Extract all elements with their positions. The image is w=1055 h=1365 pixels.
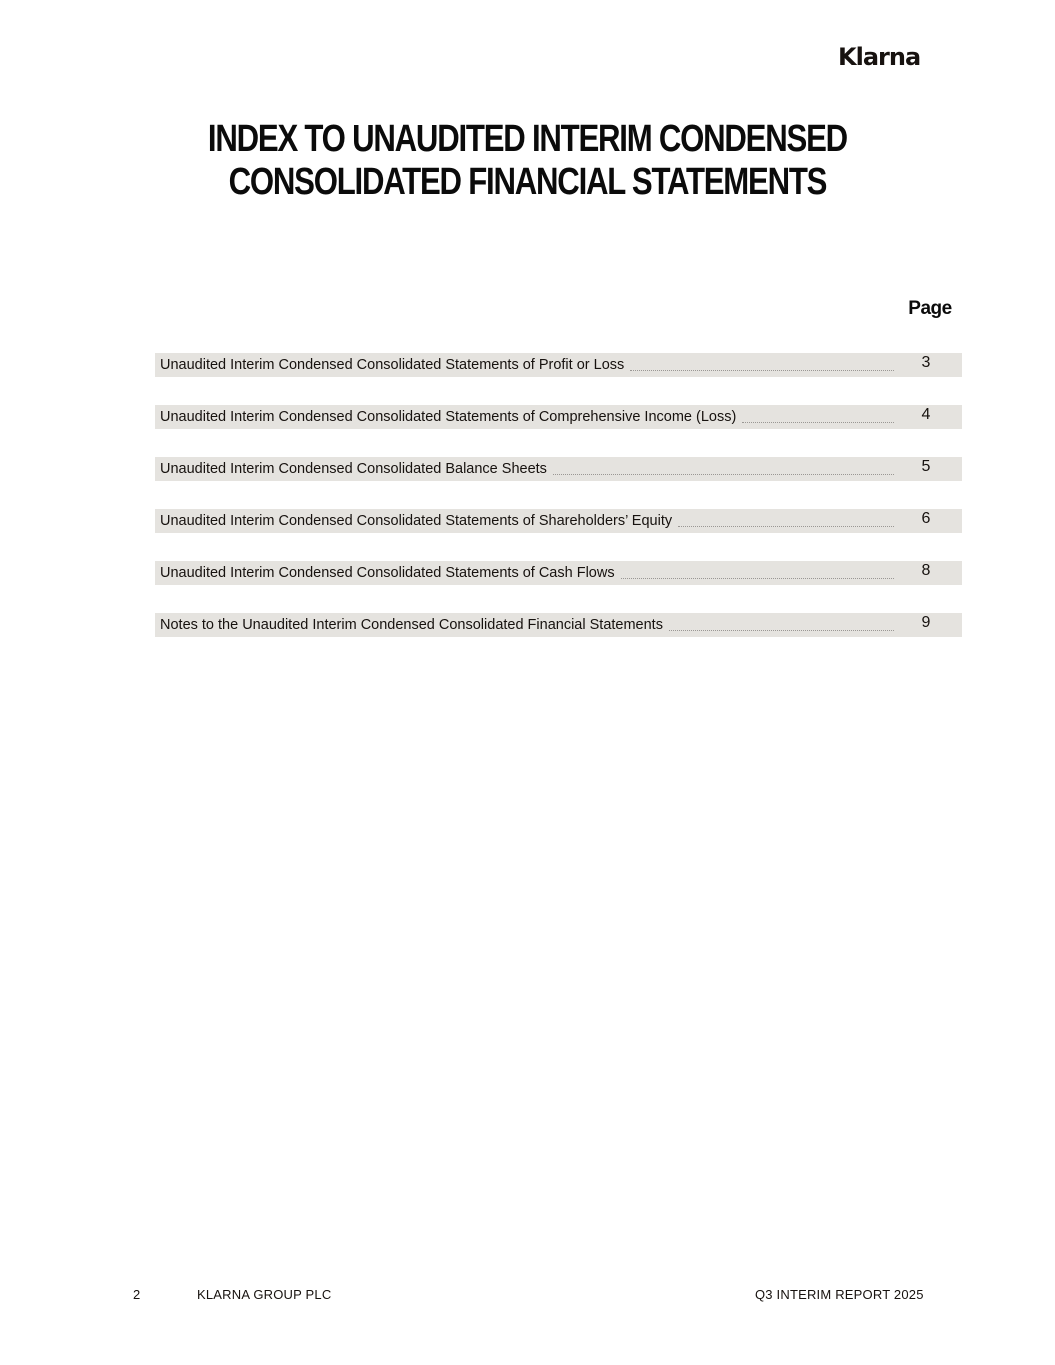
page-title-line-2: CONSOLIDATED FINANCIAL STATEMENTS <box>228 161 827 203</box>
toc-entry[interactable] <box>155 405 962 429</box>
toc-entry[interactable] <box>155 353 962 377</box>
dot-leader <box>742 422 894 423</box>
toc-entry-page: 8 <box>921 562 931 579</box>
toc-entry-label: Unaudited Interim Condensed Consolidated Statements of Shareholders’ Equity <box>160 513 673 529</box>
toc-entry-label: Unaudited Interim Condensed Consolidated Statements of Comprehensive Income (Loss) <box>160 409 737 425</box>
dot-leader <box>630 370 894 371</box>
dot-leader <box>669 630 894 631</box>
dot-leader <box>621 578 894 579</box>
footer-report-title: Q3 INTERIM REPORT 2025 <box>755 1287 924 1302</box>
toc-entry-label: Notes to the Unaudited Interim Condensed Consolidated Financial Statements <box>160 617 663 633</box>
klarna-logo: Klarna <box>838 43 921 71</box>
toc-entry-page: 4 <box>921 406 931 423</box>
dot-leader <box>678 526 894 527</box>
toc-entry[interactable] <box>155 457 962 481</box>
table-of-contents <box>155 353 962 665</box>
page-title-line-1: INDEX TO UNAUDITED INTERIM CONDENSED <box>207 118 847 160</box>
toc-entry-label: Unaudited Interim Condensed Consolidated Statements of Profit or Loss <box>160 357 625 373</box>
toc-entry[interactable] <box>155 613 962 637</box>
dot-leader <box>553 474 894 475</box>
toc-entry-page: 6 <box>921 510 931 527</box>
toc-entry-label: Unaudited Interim Condensed Consolidated Statements of Cash Flows <box>160 565 615 581</box>
footer-page-number: 2 <box>133 1287 141 1302</box>
footer-company-name: KLARNA GROUP PLC <box>197 1287 332 1302</box>
toc-entry-page: 3 <box>921 354 931 371</box>
toc-entry-page: 5 <box>921 458 931 475</box>
toc-entry-page: 9 <box>921 614 931 631</box>
toc-entry[interactable] <box>155 561 962 585</box>
page-title <box>95 118 960 204</box>
toc-entry[interactable] <box>155 509 962 533</box>
toc-entry-label: Unaudited Interim Condensed Consolidated Balance Sheets <box>160 461 547 477</box>
page-column-header: Page <box>908 298 952 319</box>
